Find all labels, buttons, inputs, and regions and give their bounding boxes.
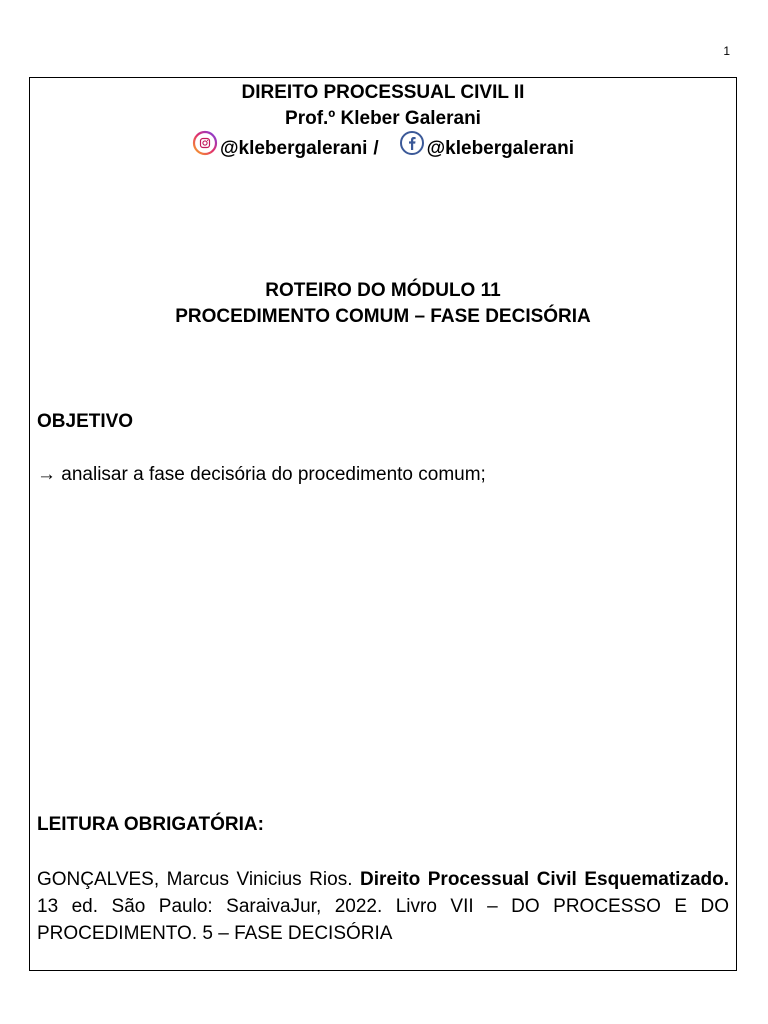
objective-text: analisar a fase decisória do procedimento comum; xyxy=(61,464,486,485)
reference-book-title: Direito Processual Civil Esquematizado. xyxy=(360,869,730,890)
handle-separator: / xyxy=(373,138,379,159)
module-title: ROTEIRO DO MÓDULO 11 xyxy=(265,280,501,301)
instagram-handle: @klebergalerani xyxy=(219,138,368,159)
facebook-handle: @klebergalerani xyxy=(426,138,575,159)
course-title: DIREITO PROCESSUAL CIVIL II xyxy=(241,82,525,103)
social-handles xyxy=(30,136,736,162)
objective-heading: OBJETIVO xyxy=(37,411,134,432)
objective-item xyxy=(37,464,486,486)
reference-author: GONÇALVES, Marcus Vinicius Rios. xyxy=(37,869,353,890)
facebook-icon xyxy=(399,130,425,156)
module-subtitle: PROCEDIMENTO COMUM – FASE DECISÓRIA xyxy=(175,306,591,327)
page-number: 1 xyxy=(723,44,730,58)
professor-name: Prof.º Kleber Galerani xyxy=(285,108,481,129)
arrow-icon: → xyxy=(37,464,56,485)
instagram-icon xyxy=(192,130,218,156)
reading-reference xyxy=(37,866,729,947)
reference-details: 13 ed. São Paulo: SaraivaJur, 2022. Livro VII – DO PROCESSO E DO PROCEDIMENTO. 5 – FASE DECISÓRIA xyxy=(37,896,729,944)
reading-heading: LEITURA OBRIGATÓRIA: xyxy=(37,814,264,835)
content-frame xyxy=(29,77,737,971)
